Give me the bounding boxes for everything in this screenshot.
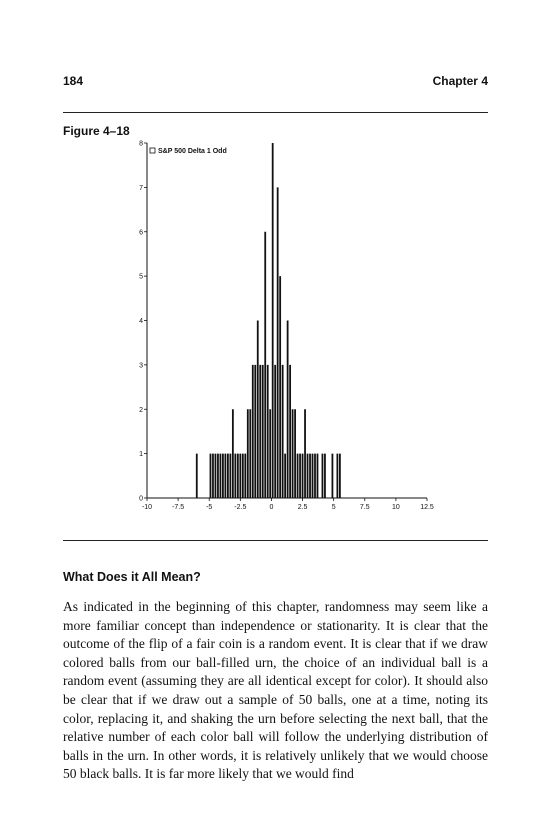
histogram-bar <box>332 454 334 498</box>
histogram-bar <box>292 409 294 498</box>
histogram-bar <box>247 409 249 498</box>
histogram-bar <box>212 454 214 498</box>
histogram-bar <box>339 454 341 498</box>
x-tick-label: -2.5 <box>234 504 247 511</box>
histogram-bar <box>274 365 276 498</box>
histogram-bar <box>277 187 279 498</box>
x-tick-label: 2.5 <box>297 504 308 511</box>
histogram-bar <box>242 454 244 498</box>
y-tick-label: 4 <box>139 318 143 325</box>
x-tick-label: -5 <box>206 504 213 511</box>
histogram-bar <box>284 454 286 498</box>
histogram-bar <box>269 409 271 498</box>
histogram-bar <box>287 321 289 499</box>
histogram-bar <box>302 454 304 498</box>
histogram-bar <box>337 454 339 498</box>
histogram-bar <box>279 276 281 498</box>
chart-legend <box>150 148 227 155</box>
histogram-bar <box>254 365 256 498</box>
bottom-rule <box>63 540 488 541</box>
histogram-bar <box>309 454 311 498</box>
histogram-bar <box>307 454 309 498</box>
histogram-bar <box>232 409 234 498</box>
histogram-bar <box>324 454 326 498</box>
histogram-bar <box>299 454 301 498</box>
histogram-bar <box>239 454 241 498</box>
histogram-bar <box>244 454 246 498</box>
histogram-bar <box>217 454 219 498</box>
histogram-bar <box>314 454 316 498</box>
y-tick-label: 2 <box>139 406 143 414</box>
histogram-bar <box>222 454 224 498</box>
y-tick-label: 6 <box>139 229 143 237</box>
histogram-bar <box>249 409 251 498</box>
section-heading: What Does it All Mean? <box>63 570 201 584</box>
histogram-bar <box>234 454 236 498</box>
histogram-bar <box>262 365 264 498</box>
y-tick-label: 0 <box>139 495 143 503</box>
histogram-bar <box>227 454 229 498</box>
histogram-bar <box>294 409 296 498</box>
histogram-bar <box>257 321 259 499</box>
legend-marker <box>150 148 155 153</box>
histogram-bar <box>317 454 319 498</box>
histogram-bar <box>259 365 261 498</box>
y-tick-label: 5 <box>139 273 143 281</box>
histogram-bar <box>220 454 222 498</box>
histogram-bar <box>272 143 274 498</box>
body-paragraph: As indicated in the beginning of this chapter, randomness may seem like a more familiar concept than independence or stationarity. It is clear that the outcome of the flip of a fair coin is a random event. It is clear that if we draw colored balls from our ball-filled urn, the choice of an individual ball is a random event (assuming they are all identical except for color). It should also be clear that if we draw out a sample of 50 balls, one at a time, noting its color, replacing it, and shaking the urn before selecting the next ball, that the relative number of each color ball will follow the underlying distribution of balls in the urn. In other words, it is relatively unlikely that we would choose 50 black balls. It is far more likely that we would find <box>63 599 488 782</box>
x-tick-label: -10 <box>141 504 153 511</box>
page-number: 184 <box>63 74 84 88</box>
bar-group <box>196 143 341 498</box>
x-tick-label: 7.5 <box>359 504 370 511</box>
x-tick-label: 10 <box>391 504 400 511</box>
histogram-bar <box>237 454 239 498</box>
histogram-bar <box>297 454 299 498</box>
chapter-label: Chapter 4 <box>432 74 488 88</box>
y-tick-label: 3 <box>139 362 143 370</box>
histogram-bar <box>322 454 324 498</box>
y-tick-label: 8 <box>139 140 143 148</box>
x-tick-label: 5 <box>331 504 336 511</box>
histogram-bar <box>210 454 212 498</box>
figure-label: Figure 4–18 <box>63 124 130 138</box>
x-tick-label: 0 <box>269 504 274 511</box>
legend-label: S&P 500 Delta 1 Odd <box>158 148 227 155</box>
histogram-bar <box>312 454 314 498</box>
histogram-bar <box>215 454 217 498</box>
histogram-bar <box>264 232 266 498</box>
chart-axes <box>139 141 434 512</box>
y-tick-label: 1 <box>139 451 143 459</box>
x-tick-label: 12.5 <box>420 504 434 511</box>
histogram-bar <box>289 365 291 498</box>
x-tick-label: -7.5 <box>172 504 185 511</box>
histogram-bar <box>304 409 306 498</box>
histogram-bar <box>225 454 227 498</box>
histogram-bar <box>282 365 284 498</box>
histogram-bar <box>252 365 254 498</box>
histogram-bar <box>196 454 198 498</box>
histogram-bar <box>229 454 231 498</box>
histogram-bar <box>267 365 269 498</box>
y-tick-label: 7 <box>139 184 143 192</box>
